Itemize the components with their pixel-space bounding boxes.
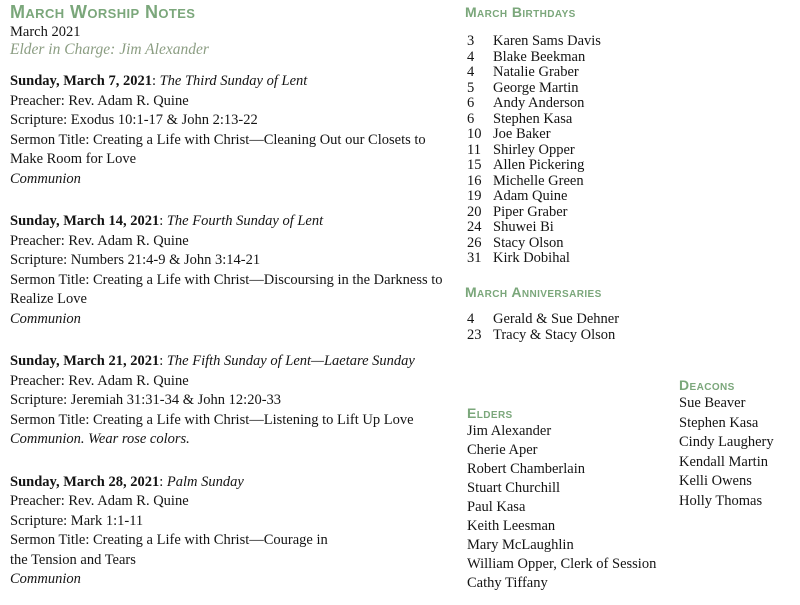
birthday-name: Kirk Dobihal [493,250,570,266]
birthday-name: Shirley Opper [493,141,575,158]
birthday-name: George Martin [493,79,579,96]
birthday-row [467,65,601,81]
birthday-day: 15 [467,157,482,173]
date-separator: : [159,213,167,229]
birthday-name: Karen Sams Davis [493,33,601,49]
birthday-row [467,158,601,174]
elder-name: Stuart Churchill [467,480,561,496]
service-scripture: Scripture: Exodus 10:1-17 & John 2:13-22 [10,112,258,128]
service-entry [10,72,456,189]
service-preacher: Preacher: Rev. Adam R. Quine [10,372,189,389]
elder-name: Cherie Aper [467,442,538,458]
anniversary-day: 4 [467,311,475,327]
service-preacher: Preacher: Rev. Adam R. Quine [10,92,189,109]
birthdays-heading: March Birthdays [465,4,576,20]
birthday-name: Shuwei Bi [493,219,554,235]
birthday-name: Stephen Kasa [493,110,573,127]
elder-name: Robert Chamberlain [467,461,585,477]
anniversaries-list [467,312,619,343]
elder-name: Paul Kasa [467,499,526,515]
birthday-day: 5 [467,79,475,96]
anniversaries-heading: March Anniversaries [465,284,602,300]
service-sermon-title: Sermon Title: Creating a Life with Christ—Courage in [10,532,328,548]
birthday-day: 24 [467,219,482,235]
service-scripture: Scripture: Jeremiah 31:31-34 & John 12:20-33 [10,392,282,408]
birthday-name: Stacy Olson [493,234,564,251]
deacons-section [679,377,774,511]
birthday-name: Blake Beekman [493,48,586,65]
birthday-row [467,50,601,66]
birthday-day: 6 [467,95,475,111]
birthday-day: 6 [467,110,475,127]
service-sermon-title: the Tension and Tears [10,551,136,568]
elder-name: Jim Alexander [467,423,552,439]
birthday-day: 4 [467,64,475,80]
deacon-name: Cindy Laughery [679,434,774,450]
elders-section [467,405,656,593]
birthday-row [467,112,601,128]
deacon-name: Stephen Kasa [679,414,759,431]
month-subtitle: March 2021 [10,24,81,40]
page-title: March Worship Notes [10,2,196,22]
service-note: Communion [10,310,81,327]
date-separator: : [151,73,160,89]
elder-name: William Opper, Clerk of Session [467,556,657,572]
service-occasion: The Third Sunday of Lent [159,73,308,89]
birthday-day: 26 [467,234,482,251]
birthday-day: 11 [467,141,481,158]
deacons-list [679,394,774,511]
birthday-day: 3 [467,33,475,49]
birthday-day: 16 [467,172,482,189]
service-date: Sunday, March 21, 2021 [10,353,160,369]
service-sermon-title: Sermon Title: Creating a Life with Christ—Discoursing in the Darkness to [10,271,443,288]
right-column [465,3,798,603]
service-note: Communion [10,571,81,587]
service-entry [10,473,456,590]
service-sermon-title: Sermon Title: Creating a Life with Christ—Listening to Lift Up Love [10,411,414,428]
birthday-name: Michelle Green [493,172,584,189]
elders-heading: Elders [467,405,513,421]
elders-list [467,422,656,593]
birthday-name: Andy Anderson [493,95,585,111]
birthday-row [467,174,601,190]
service-sermon-title: Realize Love [10,291,87,307]
birthday-name: Natalie Graber [493,64,579,80]
birthday-row [467,236,601,252]
service-occasion: The Fifth Sunday of Lent—Laetare Sunday [166,353,415,369]
birthday-row [467,96,601,112]
service-date: Sunday, March 14, 2021 [10,213,160,229]
service-dateline [10,473,456,493]
birthday-row [467,143,601,159]
birthday-row [467,205,601,221]
anniversary-day: 23 [467,326,482,343]
service-dateline [10,212,456,232]
birthday-name: Piper Graber [493,203,568,220]
elder-name: Mary McLaughlin [467,537,574,553]
elder-name: Keith Leesman [467,518,556,534]
elder-name: Cathy Tiffany [467,575,548,591]
service-occasion: The Fourth Sunday of Lent [166,213,324,229]
deacon-name: Holly Thomas [679,492,763,509]
service-note: Communion [10,170,81,187]
service-scripture: Scripture: Mark 1:1-11 [10,512,144,529]
service-entry [10,212,456,329]
service-occasion: Palm Sunday [166,473,244,490]
service-preacher: Preacher: Rev. Adam R. Quine [10,232,189,249]
service-dateline [10,72,456,92]
service-note: Communion. Wear rose colors. [10,431,190,447]
birthdays-list [467,34,601,267]
anniversary-name: Gerald & Sue Dehner [493,311,620,327]
anniversary-row [467,328,619,344]
service-sermon-title: Make Room for Love [10,151,137,167]
birthday-day: 10 [467,126,482,142]
birthday-day: 20 [467,203,482,220]
service-entry [10,352,456,450]
deacons-heading: Deacons [679,377,735,393]
birthday-name: Joe Baker [493,126,551,142]
birthday-row [467,34,601,50]
date-separator: : [159,473,167,490]
birthday-day: 19 [467,188,482,204]
deacon-name: Kendall Martin [679,453,768,470]
worship-notes-column [10,3,456,590]
elder-in-charge: Elder in Charge: Jim Alexander [10,41,209,58]
service-date: Sunday, March 28, 2021 [10,473,160,490]
birthday-row [467,127,601,143]
anniversary-name: Tracy & Stacy Olson [493,326,616,343]
service-sermon-title: Sermon Title: Creating a Life with Christ—Cleaning Out our Closets to [10,131,426,148]
service-preacher: Preacher: Rev. Adam R. Quine [10,493,189,509]
birthday-name: Allen Pickering [493,157,585,173]
birthday-row [467,220,601,236]
service-dateline [10,352,456,372]
birthday-name: Adam Quine [493,188,568,204]
anniversary-row [467,312,619,328]
birthday-day: 31 [467,250,482,266]
service-date: Sunday, March 7, 2021 [10,73,152,89]
birthday-row [467,251,601,267]
service-scripture: Scripture: Numbers 21:4-9 & John 3:14-21 [10,252,261,268]
birthday-day: 4 [467,48,475,65]
date-separator: : [159,353,167,369]
birthday-row [467,81,601,97]
deacon-name: Kelli Owens [679,473,752,489]
birthday-row [467,189,601,205]
deacon-name: Sue Beaver [679,395,746,411]
